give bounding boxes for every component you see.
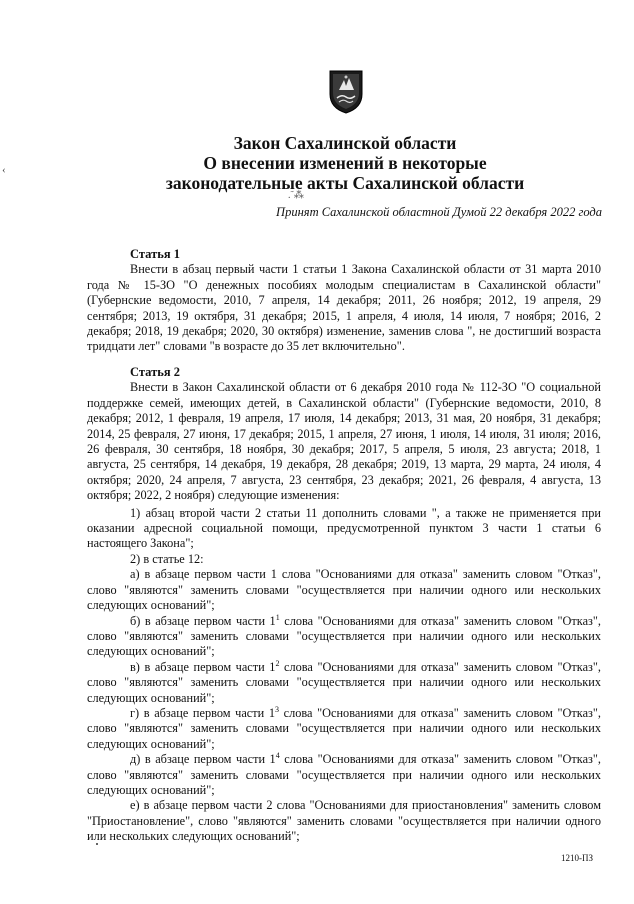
article-2-item-2: 2) в статье 12: [130, 551, 204, 566]
article-2-sub-v [87, 660, 601, 706]
article-2 [87, 365, 601, 845]
law-title-line1: Закон Сахалинской области [233, 133, 457, 153]
sub-v-pre: в) в абзаце первом части 1 [130, 659, 276, 674]
article-1-heading: Статья 1 [130, 247, 180, 261]
adoption-note: Принят Сахалинской областной Думой 22 декабря 2022 года [276, 205, 602, 219]
sub-b-sup: 1 [275, 612, 280, 622]
document-number: 1210-ПЗ [561, 853, 594, 863]
article-1 [87, 247, 601, 355]
article-2-sub-b [87, 614, 601, 660]
article-2-sub-d [87, 752, 601, 798]
law-title-line2: О внесении изменений в некоторые [203, 153, 487, 173]
sub-g-sup: 3 [275, 704, 279, 714]
sub-d-sup: 4 [275, 751, 280, 761]
sub-g-post: слова "Основаниями для отказа" заменить словом "Отказ", слово "являются" заменить словами "осуществляется при наличии одного или нескольких следующих оснований"; [87, 705, 601, 751]
article-2-sub-e: е) в абзаце первом части 2 слова "Основаниями для приостановления" заменить словом "Приостановление", слово "являются" заменить словами "осуществляется при наличии одного или нескольких следующих оснований"; [87, 798, 601, 844]
sub-b-post: слова "Основаниями для отказа" заменить словом "Отказ", слово "являются" заменить словами "осуществляется при наличии одного или нескольких следующих оснований"; [87, 613, 601, 659]
law-title-line3: законодательные акты Сахалинской области [165, 173, 525, 193]
coat-of-arms-icon [327, 68, 365, 114]
article-2-sub-g [87, 706, 601, 752]
article-2-intro: Внести в Закон Сахалинской области от 6 декабря 2010 года № 112-ЗО "О социальной поддержке семей, имеющих детей, в Сахалинской области" (Губернские ведомости, 2010, 8 декабря; 2012, 1 февраля, 19 апреля, 17 июля, 14 декабря; 2013, 31 мая, 20 ноября, 31 декабря; 2014, 25 февраля, 27 июня, 17 декабря; 2015, 1 апреля, 27 июня, 1 июля, 14 июля, 31 июля; 2016, 26 февраля, 30 сентября, 18 ноября, 30 декабря; 2017, 5 апреля, 5 июля, 23 августа; 2018, 1 августа, 25 сентября, 14 декабря, 19 декабря, 28 декабря; 2019, 13 марта, 29 марта, 24 июля, 4 октября; 2020, 24 апреля, 7 августа, 23 сентября, 23 декабря; 2021, 26 февраля, 4 августа, 13 октября; 2022, 2 ноября) следующие изменения: [87, 380, 601, 503]
margin-mark: ‹ [2, 164, 6, 176]
article-2-heading: Статья 2 [130, 365, 180, 379]
article-2-item-1: 1) абзац второй части 2 статьи 11 дополнить словами ", а также не применяется при оказании адресной социальной помощи, предусмотренной пунктом 3 части 1 статьи 6 настоящего Закона"; [87, 505, 601, 551]
sub-d-post: слова "Основаниями для отказа" заменить словом "Отказ", слово "являются" заменить словами "осуществляется при наличии одного или нескольких следующих оснований"; [87, 752, 601, 797]
scan-artifact: .˜⁂ [288, 190, 304, 201]
article-2-sub-a: а) в абзаце первом части 1 слова "Основаниями для отказа" заменить словом "Отказ", слово "являются" заменить словами "осуществляется при наличии одного или нескольких следующих оснований"; [87, 567, 601, 613]
sub-v-post: слова "Основаниями для отказа" заменить словом "Отказ", слово "являются" заменить словами "осуществляется при наличии одного или нескольких следующих оснований"; [87, 659, 601, 705]
article-1-text: Внести в абзац первый части 1 статьи 1 Закона Сахалинской области от 31 марта 2010 года № 15-ЗО "О денежных пособиях молодым специалистам в Сахалинской области" (Губернские ведомости, 2010, 7 апреля, 14 декабря; 2011, 26 ноября; 2012, 19 апреля, 29 сентября; 2013, 19 октября, 31 декабря; 2015, 1 апреля, 4 июля, 14 июля, 7 ноября; 2016, 2 декабря; 2018, 19 декабря; 2020, 30 октября) изменение, заменив слова ", не достигший возраста тридцати лет" словами "в возрасте до 35 лет включительно". [87, 262, 601, 354]
sub-v-sup: 2 [275, 658, 280, 668]
sub-g-pre: г) в абзаце первом части 1 [130, 705, 275, 720]
sub-b-pre: б) в абзаце первом части 1 [130, 613, 276, 628]
scan-speck [96, 843, 98, 845]
sub-d-pre: д) в абзаце первом части 1 [130, 752, 276, 767]
